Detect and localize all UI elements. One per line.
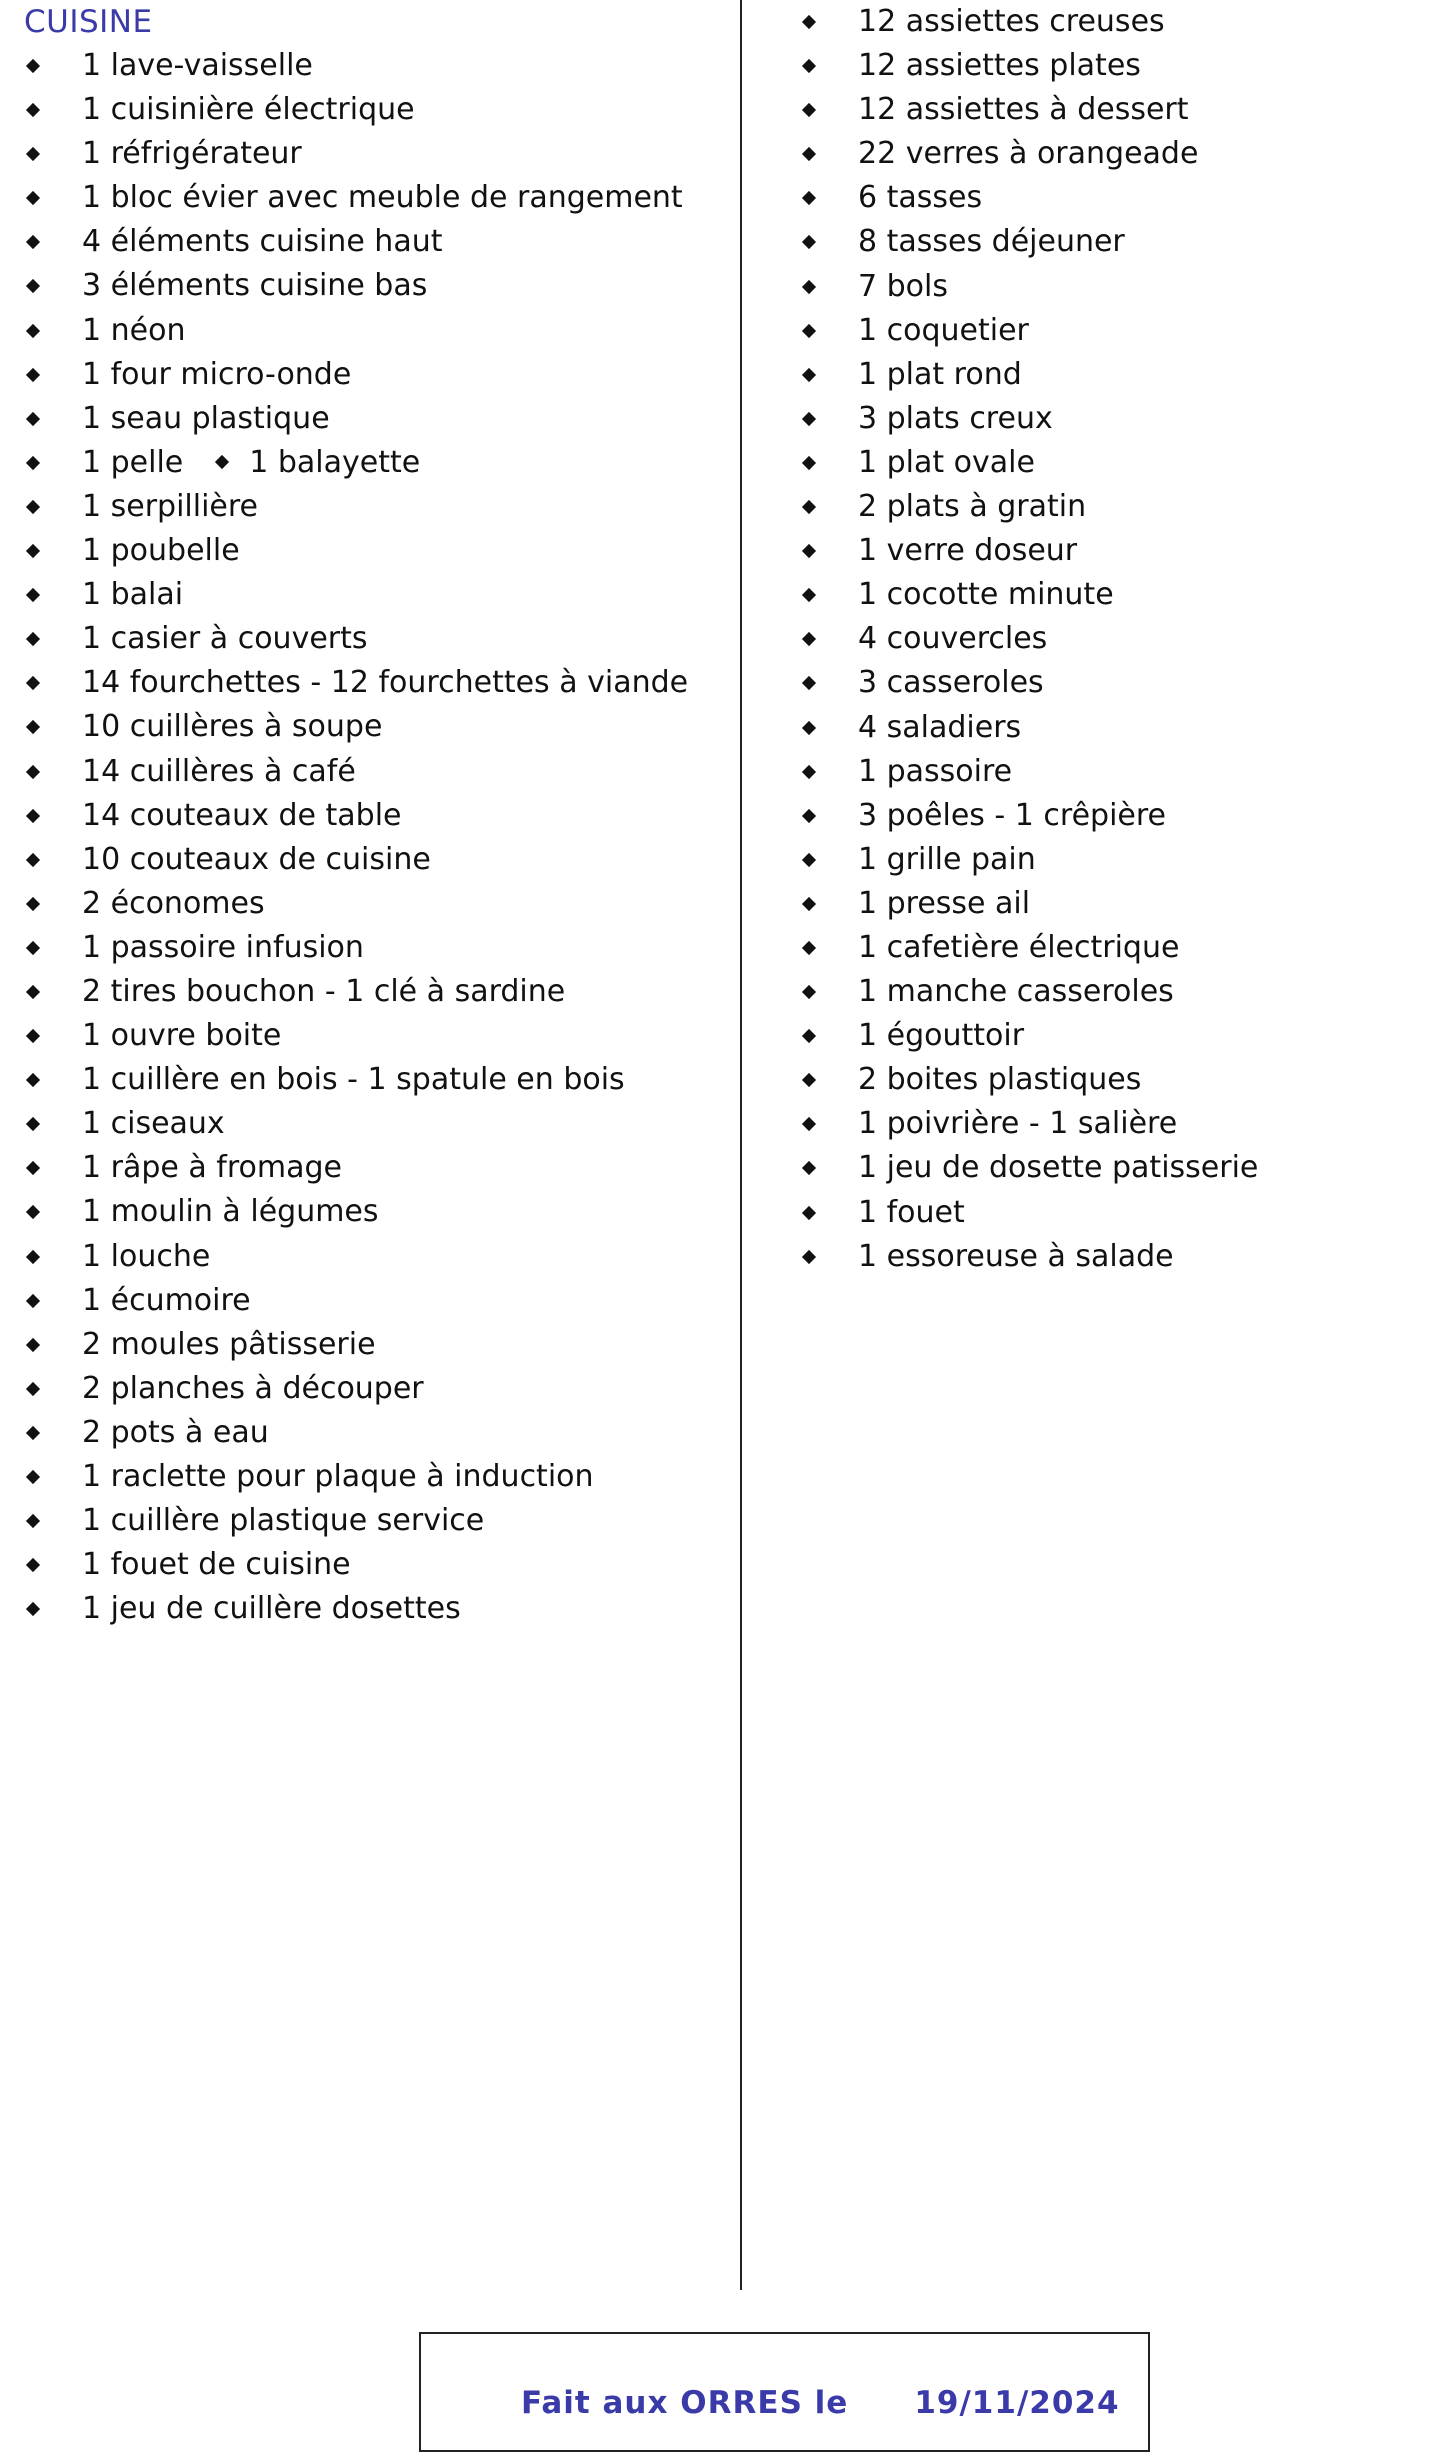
diamond-bullet-icon: [26, 632, 40, 646]
diamond-bullet-icon: [802, 676, 816, 690]
list-item: [24, 1102, 688, 1146]
list-item: [24, 309, 688, 353]
list-item: [800, 397, 1258, 441]
item-text: 1 néon: [82, 312, 186, 348]
list-item: [24, 176, 688, 220]
list-item: [24, 794, 688, 838]
diamond-bullet-icon: [26, 1161, 40, 1175]
diamond-bullet-icon: [26, 279, 40, 293]
item-text: 1 ouvre boite: [82, 1018, 282, 1054]
list-item: [800, 265, 1258, 309]
left-item-list: [24, 44, 688, 1631]
item-text: 2 économes: [82, 885, 265, 921]
list-item: [800, 132, 1258, 176]
list-item: [24, 970, 688, 1014]
diamond-bullet-icon: [802, 412, 816, 426]
diamond-bullet-icon: [802, 588, 816, 602]
item-text: 2 pots à eau: [82, 1414, 269, 1450]
list-item: [800, 882, 1258, 926]
list-item: [24, 88, 688, 132]
footer-label: Fait aux ORRES le: [521, 2385, 849, 2421]
list-item: [24, 1323, 688, 1367]
footer-date: 19/11/2024: [914, 2385, 1120, 2421]
list-item: [800, 485, 1258, 529]
diamond-bullet-icon: [802, 720, 816, 734]
diamond-bullet-icon: [26, 544, 40, 558]
diamond-bullet-icon: [802, 500, 816, 514]
item-text: 1 balayette: [249, 444, 421, 480]
item-text: 3 poêles - 1 crêpière: [858, 797, 1167, 833]
item-text: 1 fouet: [858, 1194, 965, 1230]
list-item: [24, 661, 688, 705]
diamond-bullet-icon: [802, 544, 816, 558]
list-item: [24, 220, 688, 264]
list-item: [24, 705, 688, 749]
item-text: 1 fouet de cuisine: [82, 1547, 351, 1583]
item-text: 1 poubelle: [82, 533, 240, 569]
diamond-bullet-icon: [802, 235, 816, 249]
diamond-bullet-icon: [26, 368, 40, 382]
list-item: [800, 220, 1258, 264]
item-text: 1 ciseaux: [82, 1106, 225, 1142]
item-text: 1 pelle: [82, 444, 184, 480]
item-text: 22 verres à orangeade: [858, 136, 1199, 172]
list-item: [800, 617, 1258, 661]
diamond-bullet-icon: [26, 676, 40, 690]
item-text: 12 assiettes plates: [858, 48, 1141, 84]
item-text: 14 cuillères à café: [82, 753, 356, 789]
list-item: [800, 970, 1258, 1014]
diamond-bullet-icon: [802, 809, 816, 823]
list-item: [24, 617, 688, 661]
diamond-bullet-icon: [26, 1382, 40, 1396]
diamond-bullet-icon: [802, 147, 816, 161]
item-text: 6 tasses: [858, 180, 983, 216]
diamond-bullet-icon: [26, 500, 40, 514]
item-text: 14 couteaux de table: [82, 797, 402, 833]
diamond-bullet-icon: [26, 1249, 40, 1263]
item-text: 1 grille pain: [858, 841, 1036, 877]
diamond-bullet-icon: [802, 1250, 816, 1264]
list-item: [800, 926, 1258, 970]
list-item: [800, 0, 1258, 44]
item-text: 1 écumoire: [82, 1282, 251, 1318]
diamond-bullet-icon: [26, 897, 40, 911]
list-item: [24, 1190, 688, 1234]
item-text: 4 couvercles: [858, 621, 1048, 657]
item-text: 1 verre doseur: [858, 533, 1078, 569]
list-item: [24, 441, 688, 485]
list-item: [800, 353, 1258, 397]
item-text: 1 passoire infusion: [82, 929, 364, 965]
item-text: 2 tires bouchon - 1 clé à sardine: [82, 973, 566, 1009]
list-item: [24, 1058, 688, 1102]
diamond-bullet-icon: [802, 1117, 816, 1131]
list-item: [24, 1279, 688, 1323]
item-text: 7 bols: [858, 268, 948, 304]
diamond-bullet-icon: [802, 103, 816, 117]
diamond-bullet-icon: [802, 368, 816, 382]
list-item: [24, 264, 688, 308]
item-text: 1 four micro-onde: [82, 356, 352, 392]
diamond-bullet-icon: [26, 147, 40, 161]
list-item: [800, 1014, 1258, 1058]
column-divider: [740, 0, 742, 2290]
list-item: [24, 882, 688, 926]
item-text: 1 balai: [82, 577, 184, 613]
item-text: 1 poivrière - 1 salière: [858, 1106, 1178, 1142]
item-text: 1 presse ail: [858, 885, 1031, 921]
list-item: [24, 1455, 688, 1499]
item-text: 4 éléments cuisine haut: [82, 224, 443, 260]
item-text: 1 serpillière: [82, 488, 259, 524]
diamond-bullet-icon: [802, 1073, 816, 1087]
diamond-bullet-icon: [802, 897, 816, 911]
list-item: [24, 1235, 688, 1279]
diamond-bullet-icon: [26, 1470, 40, 1484]
item-text: 1 cafetière électrique: [858, 929, 1180, 965]
list-item: [800, 1102, 1258, 1146]
diamond-bullet-icon: [802, 59, 816, 73]
item-text: 1 lave-vaisselle: [82, 48, 313, 83]
item-text: 10 cuillères à soupe: [82, 709, 383, 745]
list-item: [800, 1235, 1258, 1279]
list-item: [800, 176, 1258, 220]
list-item: [800, 44, 1258, 88]
list-item: [800, 838, 1258, 882]
diamond-bullet-icon: [26, 588, 40, 602]
diamond-bullet-icon: [802, 765, 816, 779]
list-item: [24, 485, 688, 529]
list-item: [800, 1058, 1258, 1102]
item-text: 10 couteaux de cuisine: [82, 841, 431, 877]
diamond-bullet-icon: [26, 323, 40, 337]
diamond-bullet-icon: [802, 1205, 816, 1219]
item-text: 1 râpe à fromage: [82, 1150, 342, 1186]
item-text: 1 jeu de dosette patisserie: [858, 1150, 1259, 1186]
diamond-bullet-icon: [26, 1073, 40, 1087]
item-text: 4 saladiers: [858, 709, 1022, 745]
list-item: [24, 397, 688, 441]
diamond-bullet-icon: [26, 456, 40, 470]
item-text: 1 passoire: [858, 753, 1013, 789]
item-text: 8 tasses déjeuner: [858, 224, 1125, 260]
item-text: 3 plats creux: [858, 400, 1053, 436]
list-item: [24, 132, 688, 176]
list-item: [24, 1014, 688, 1058]
item-text: 1 plat rond: [858, 356, 1022, 392]
item-text: 1 coquetier: [858, 312, 1029, 348]
diamond-bullet-icon: [802, 853, 816, 867]
diamond-bullet-icon: [802, 1029, 816, 1043]
right-item-list: [800, 0, 1258, 1279]
diamond-bullet-icon: [802, 1161, 816, 1175]
diamond-bullet-icon: [26, 1558, 40, 1572]
diamond-bullet-icon: [26, 941, 40, 955]
item-text: 1 manche casseroles: [858, 974, 1174, 1010]
diamond-bullet-icon: [26, 412, 40, 426]
list-item: [800, 661, 1258, 705]
list-item: [800, 1191, 1258, 1235]
list-item: [24, 1367, 688, 1411]
diamond-bullet-icon: [26, 764, 40, 778]
item-text: 1 seau plastique: [82, 400, 330, 436]
item-text: 2 plats à gratin: [858, 489, 1087, 525]
item-text: 1 cuisinière électrique: [82, 92, 415, 128]
list-item: [800, 794, 1258, 838]
list-item: [800, 441, 1258, 485]
item-text: 2 moules pâtisserie: [82, 1326, 376, 1362]
item-text: 1 cocotte minute: [858, 577, 1114, 613]
list-item: [24, 838, 688, 882]
list-item: [24, 750, 688, 794]
diamond-bullet-icon: [26, 1426, 40, 1440]
item-text: 1 réfrigérateur: [82, 136, 302, 172]
item-text: 1 cuillère en bois - 1 spatule en bois: [82, 1062, 625, 1098]
list-item: [24, 529, 688, 573]
diamond-bullet-icon: [802, 324, 816, 338]
diamond-bullet-icon: [26, 985, 40, 999]
diamond-bullet-icon: [26, 1029, 40, 1043]
item-text: 1 cuillère plastique service: [82, 1503, 485, 1539]
diamond-bullet-icon: [802, 191, 816, 205]
list-item: [800, 573, 1258, 617]
list-item: [24, 926, 688, 970]
diamond-bullet-icon: [26, 191, 40, 205]
item-text: 1 moulin à légumes: [82, 1194, 379, 1230]
diamond-bullet-icon: [26, 235, 40, 249]
diamond-bullet-icon: [26, 720, 40, 734]
list-item: [800, 309, 1258, 353]
item-text: 1 casier à couverts: [82, 621, 368, 657]
list-item: [24, 1499, 688, 1543]
diamond-bullet-icon: [26, 1205, 40, 1219]
list-item: [800, 529, 1258, 573]
diamond-bullet-icon: [802, 985, 816, 999]
list-item: [24, 573, 688, 617]
item-text: 12 assiettes à dessert: [858, 92, 1189, 128]
diamond-bullet-icon: [26, 1602, 40, 1616]
item-text: 1 plat ovale: [858, 444, 1035, 480]
item-text: 1 jeu de cuillère dosettes: [82, 1591, 461, 1627]
item-text: 1 louche: [82, 1238, 211, 1274]
diamond-bullet-icon: [26, 1294, 40, 1308]
diamond-bullet-icon: [26, 1514, 40, 1528]
signature-box: [419, 2332, 1150, 2452]
item-text: 1 essoreuse à salade: [858, 1238, 1174, 1274]
diamond-bullet-icon: [26, 853, 40, 867]
diamond-bullet-icon: [26, 1338, 40, 1352]
list-item: [24, 353, 688, 397]
diamond-bullet-icon: [26, 103, 40, 117]
list-item: [24, 1543, 688, 1587]
item-text: 2 boites plastiques: [858, 1062, 1142, 1098]
diamond-bullet-icon: [26, 809, 40, 823]
diamond-bullet-icon: [26, 59, 40, 73]
list-item: [24, 1587, 688, 1631]
item-text: 1 égouttoir: [858, 1018, 1025, 1054]
item-text: 3 éléments cuisine bas: [82, 268, 428, 304]
list-item: [24, 44, 688, 88]
diamond-bullet-icon: [802, 456, 816, 470]
section-heading: CUISINE: [24, 4, 153, 40]
item-text: 1 raclette pour plaque à induction: [82, 1459, 594, 1494]
list-item: [800, 750, 1258, 794]
item-text: 14 fourchettes - 12 fourchettes à viande: [82, 665, 689, 701]
item-text: 2 planches à découper: [82, 1370, 424, 1406]
diamond-bullet-icon: [802, 15, 816, 29]
list-item: [24, 1411, 688, 1455]
list-item: [24, 1146, 688, 1190]
list-item: [800, 1146, 1258, 1190]
diamond-bullet-icon: [802, 279, 816, 293]
list-item: [800, 706, 1258, 750]
footer-line: [521, 2385, 1120, 2421]
item-text: 3 casseroles: [858, 665, 1044, 701]
diamond-bullet-icon: [802, 941, 816, 955]
diamond-bullet-icon: [215, 455, 229, 469]
item-text: 1 bloc évier avec meuble de rangement: [82, 180, 683, 216]
item-text: 12 assiettes creuses: [858, 4, 1165, 39]
diamond-bullet-icon: [802, 632, 816, 646]
list-item: [800, 88, 1258, 132]
diamond-bullet-icon: [26, 1117, 40, 1131]
